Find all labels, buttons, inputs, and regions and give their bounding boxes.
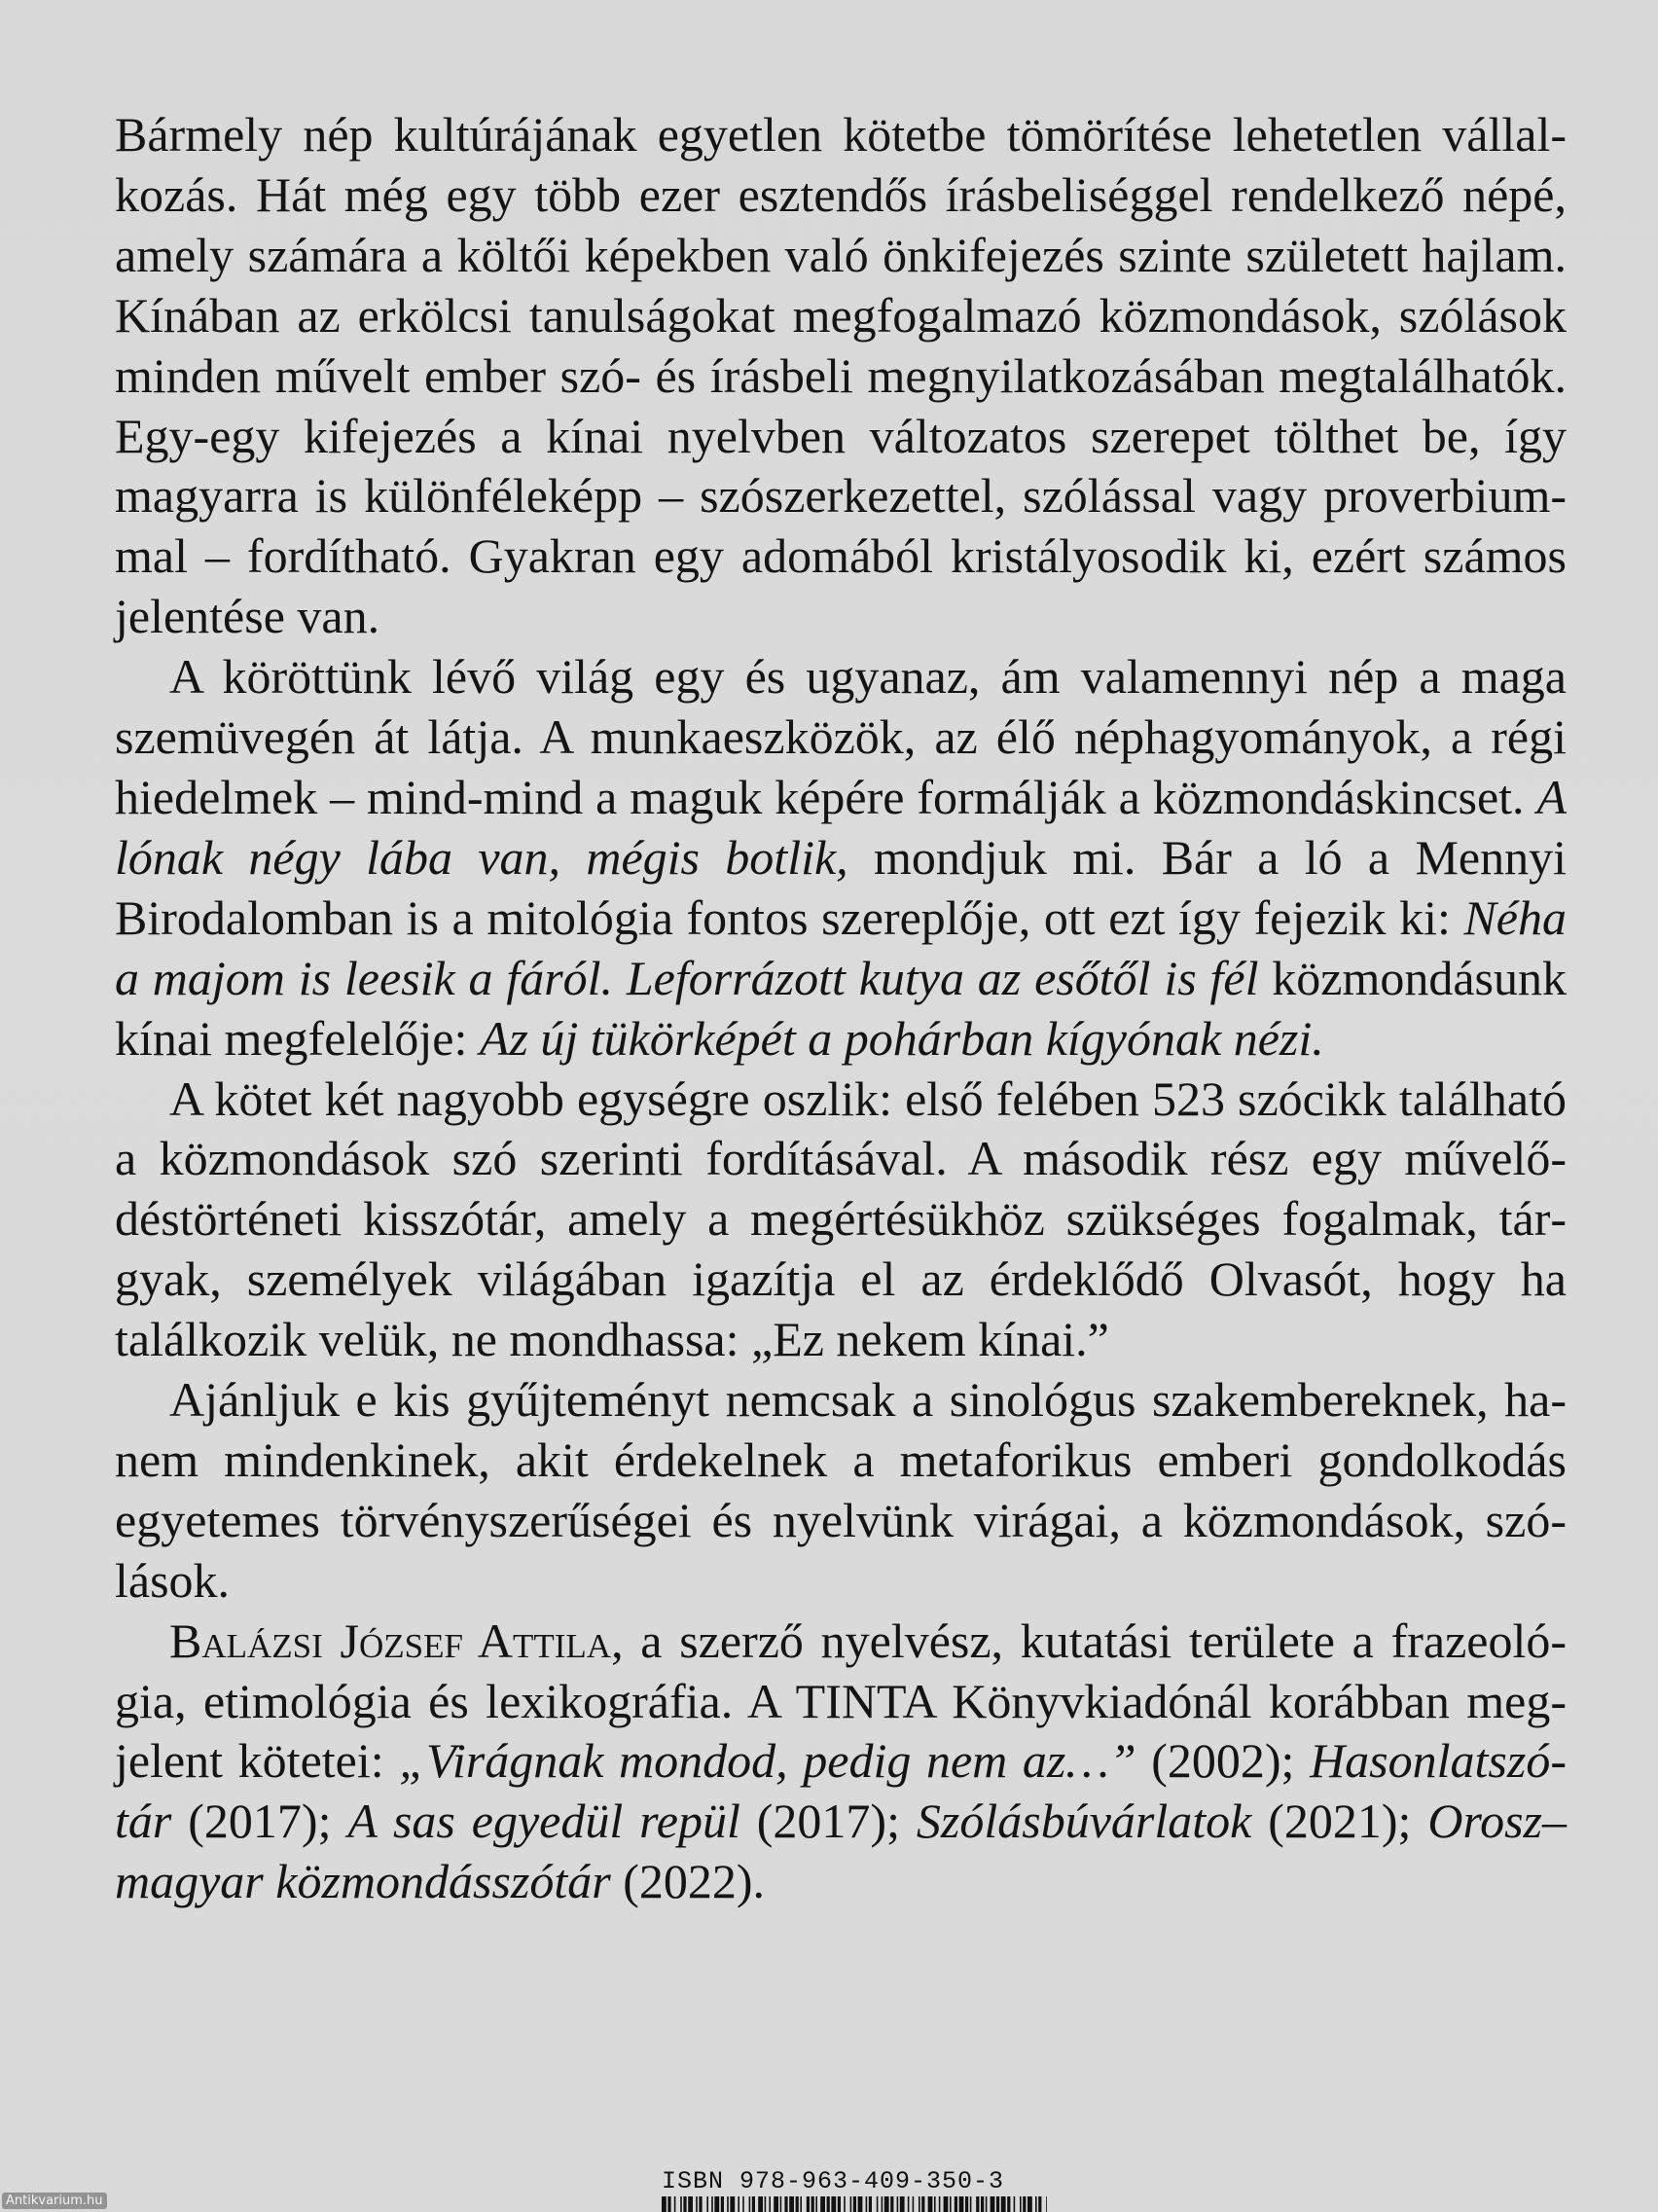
barcode-bar (696, 2196, 698, 2212)
barcode-bar (1007, 2196, 1010, 2212)
italic-run: Orosz–magyar közmondásszótár (115, 1794, 1567, 1909)
barcode-bar (838, 2196, 841, 2212)
barcode-bar (869, 2196, 872, 2212)
barcode-bar (939, 2196, 941, 2212)
barcode-bar (699, 2196, 702, 2212)
author-name: Balázsi József Attila (169, 1613, 612, 1668)
barcode-bar (789, 2196, 794, 2212)
barcode-bar (774, 2196, 778, 2212)
barcode-bar (858, 2196, 863, 2212)
barcode-bar (662, 2196, 667, 2212)
barcode-bar (986, 2196, 988, 2212)
barcode-bar (727, 2196, 729, 2212)
barcode-bar (811, 2196, 814, 2212)
barcode-bar (742, 2196, 744, 2212)
barcode-bar (765, 2196, 767, 2212)
barcode-bar (752, 2196, 755, 2212)
barcode-bar (769, 2196, 771, 2212)
barcode-bar (730, 2196, 735, 2212)
barcode-bar (1014, 2196, 1016, 2212)
barcode-bar (850, 2196, 852, 2212)
barcode-bar (807, 2196, 810, 2212)
barcode-bar (955, 2196, 957, 2212)
barcode-bar (680, 2196, 682, 2212)
barcode-bar (1046, 2196, 1047, 2212)
barcode (662, 2196, 1047, 2212)
barcode-bar (934, 2196, 936, 2212)
barcode-bar (877, 2196, 879, 2212)
barcode-bar (721, 2196, 724, 2212)
text-run: Bármely nép kultúrájának egyetlen kötetbe tömörítése lehetetlen vállalkozás. Hát még egy több ezer esztendős írásbeliséggel rendelkező népé, amely számára a költői képekben való önkifejezés szinte született hajlam. Kínában az erkölcsi tanulságokat megfogalmazó közmondások, szólások minden művelt ember szó- és írásbeli megnyilatkozásában megtalálhatók. Egy-egy kifejezés a kínai nyelvben változatos szerepet tölthet be, így magyarra is különféleképp – szószerkezettel, szólással vagy proverbiummal – fordítható. Gyakran egy adomából kristályosodik ki, ezért számos jelentése van. (115, 107, 1567, 644)
text-run: közmondásunk kínai megfelelője: (115, 950, 1568, 1066)
barcode-bar (831, 2196, 836, 2212)
barcode-bar (944, 2196, 949, 2212)
barcode-bar (784, 2196, 787, 2212)
barcode-bar (827, 2196, 830, 2212)
barcode-bar (688, 2196, 693, 2212)
barcode-bar (714, 2196, 719, 2212)
barcode-bar (1038, 2196, 1041, 2212)
text-run: (2017); (171, 1794, 348, 1849)
paragraph-author (115, 1612, 1567, 1913)
italic-run: Néha a majom is leesik a fáról. Leforrázott kutya az esőtől is fél (115, 889, 1567, 1005)
text-run: (2002); (1135, 1733, 1311, 1789)
barcode-bar (970, 2196, 972, 2212)
barcode-bar (738, 2196, 739, 2212)
barcode-bar (959, 2196, 964, 2212)
barcode-bar (711, 2196, 713, 2212)
barcode-bar (1023, 2196, 1026, 2212)
barcode-bar (882, 2196, 883, 2212)
barcode-bar (996, 2196, 999, 2212)
barcode-bar (749, 2196, 751, 2212)
barcode-bar (884, 2196, 889, 2212)
italic-run: Szólásbúvárlatok (916, 1794, 1252, 1849)
barcode-bar (890, 2196, 893, 2212)
barcode-bar (981, 2196, 984, 2212)
barcode-bar (919, 2196, 920, 2212)
text-run: A kötet két nagyobb egységre oszlik: első felében 523 szócikk található a közmondások szó szerinti fordításával. A második rész egy művelődéstörténeti kisszótár, amely a megértésükhöz szükséges fogalmak, tárgyak, személyek világában igazítja el az érdeklődő Olvasót, hogy ha találkozik velük, ne mondhassa: „Ez nekem kínai.” (115, 1070, 1567, 1367)
isbn-number: ISBN 978-963-409-350-3 (662, 2167, 1005, 2195)
barcode-bar (965, 2196, 968, 2212)
barcode-bar (928, 2196, 933, 2212)
barcode-bar (913, 2196, 915, 2212)
paragraph-intro (115, 105, 1567, 647)
text-run: Ajánljuk e kis gyűjteményt nemcsak a sinológus szakembereknek, hanem mindenkinek, akit érdekelnek a metaforikus emberi gondolkodás egyetemes törvényszerűségei és nyelvünk virágai, a közmondások, szólások. (115, 1372, 1567, 1608)
text-run: (2021); (1251, 1794, 1428, 1849)
barcode-bar (1035, 2196, 1037, 2212)
barcode-bar (991, 2196, 995, 2212)
barcode-bar (1027, 2196, 1032, 2212)
barcode-bar (758, 2196, 763, 2212)
text-run: (2022). (610, 1854, 766, 1909)
barcode-bar (950, 2196, 952, 2212)
barcode-bar (674, 2196, 676, 2212)
text-run: A köröttünk lévő világ egy és ugyanaz, ám valamennyi nép a maga szemüvegén át látja. A munkaeszközök, az élő néphagyományok, a régi hiedelmek – mind-mind a maguk képére formálják a közmondáskincset. (115, 649, 1567, 824)
text-run: mondjuk mi. Bár a ló a Mennyi Birodalomban is a mitológia fontos szereplője, ott ezt így fejezik ki: (115, 829, 1567, 945)
barcode-bar (706, 2196, 708, 2212)
barcode-bar (667, 2196, 670, 2212)
barcode-bar (908, 2196, 910, 2212)
paragraph-proverbs (115, 647, 1567, 1069)
barcode-bar (683, 2196, 686, 2212)
italic-run: Hasonlatszótár (115, 1733, 1567, 1849)
barcode-bar (853, 2196, 856, 2212)
barcode-bar (815, 2196, 817, 2212)
barcode-bar (800, 2196, 802, 2212)
barcode-bar (780, 2196, 782, 2212)
barcode-bar (1020, 2196, 1022, 2212)
isbn-block (662, 2168, 1051, 2195)
paragraph-structure (115, 1070, 1567, 1371)
italic-run: A lónak négy lába van, mégis botlik, (115, 769, 1567, 885)
barcode-bar (844, 2196, 846, 2212)
paragraph-recommendation (115, 1370, 1567, 1612)
italic-run: „Virágnak mondod, pedig nem az…” (399, 1733, 1136, 1789)
watermark: Antikvarium.hu (2, 2193, 107, 2209)
text-run: , a szerző nyelvész, kutatási területe a frazeológia, etimológia és lexikográfia. A TINTA Könyvkiadónál korábban megjelent kötetei: (115, 1613, 1568, 1789)
barcode-bar (820, 2196, 825, 2212)
text-run: (2017); (739, 1794, 917, 1849)
barcode-bar (900, 2196, 905, 2212)
barcode-bar (976, 2196, 979, 2212)
italic-run: A sas egyedül repül (347, 1794, 740, 1849)
barcode-bar (1001, 2196, 1006, 2212)
barcode-bar (921, 2196, 924, 2212)
barcode-bar (866, 2196, 868, 2212)
barcode-bar (796, 2196, 799, 2212)
back-cover-text (115, 105, 1567, 1912)
italic-run: Az új tükörképét a pohárban kígyónak nézi. (479, 1010, 1324, 1066)
barcode-bar (897, 2196, 899, 2212)
